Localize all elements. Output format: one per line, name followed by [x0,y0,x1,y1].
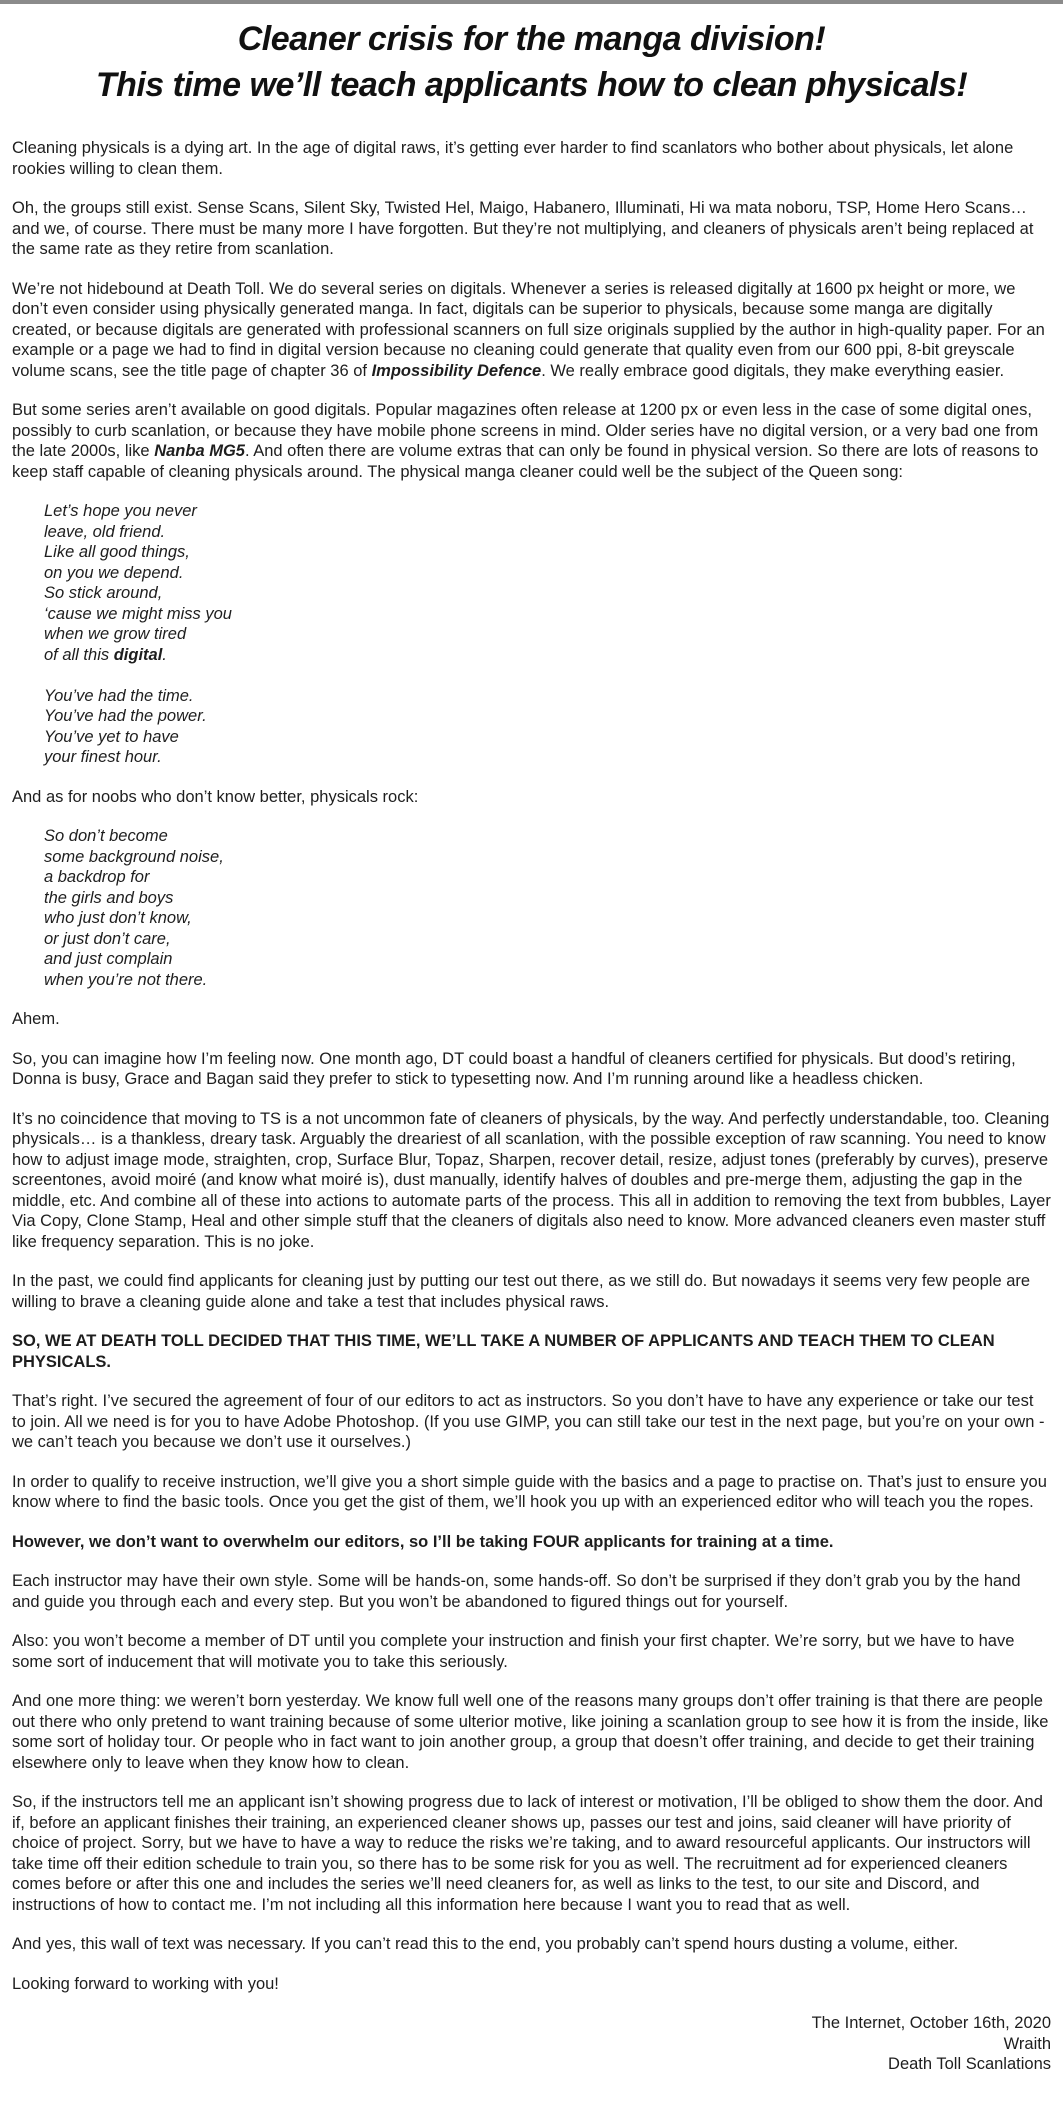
page-title [12,16,1051,108]
poem-word-digital: digital [113,645,163,664]
signature-date: The Internet, October 16th, 2020 [811,2014,1051,2032]
title-line-2: This time we’ll teach applicants how to clean physicals! [95,66,968,104]
poem-line: leave, old friend. [44,522,166,541]
stanza-gap [44,665,1051,686]
poem-line: Like all good things, [44,543,190,561]
paragraph-looking-forward: Looking forward to working with you! [12,1974,279,1993]
paragraph-membership: Also: you won’t become a member of DT until you complete your instruction and finish your first chapter. We’re sorry, but we have to have some sort of inducement that will motivate you to take this seriously. [12,1632,1015,1671]
poem-line-digital-pre: of all this [44,645,114,664]
series-title-nanba-mg5: Nanba MG5 [154,442,245,460]
paragraph-instructor-style: Each instructor may have their own style. Some will be hands-on, some hands-off. So don’t be surprised if they don’t grab you by the hand and guide you through each and every step. But you won’t be abandoned to figured things out for yourself. [12,1572,1021,1611]
paragraph-feeling-now: So, you can imagine how I’m feeling now. One month ago, DT could boast a handful of cleaners certified for physicals. But dood’s retiring, Donna is busy, Grace and Bagan said they prefer to stick to typesetting now. And I’m running around like a headless chicken. [12,1049,1016,1088]
poem-line: You’ve had the time. [44,686,194,705]
paragraph-some-series [12,400,1051,482]
poem-line: some background noise, [44,847,224,866]
paragraph-no-coincidence: It’s no coincidence that moving to TS is a not uncommon fate of cleaners of physicals, by the way. And perfectly understandable, too. Cleaning physicals… is a thankless, dreary task. Arguably the dreariest of all scanlation, with the possible exception of raw scanning. You need to know how to adjust image mode, straighten, crop, Surface Blur, Topaz, Sharpen, recover detail, resize, adjust tones (preferably by curves), preserve screentones, avoid moiré (and know what moiré is), dust manually, identify halves of doubles and pre-merge them, adjusting the gap in the middle, etc. And combine all of these into actions to automate parts of the process. This all in addition to removing the text from bubbles, Layer Via Copy, Clone Stamp, Heal and other simple stuff that the cleaners of digitals also need to know. More advanced cleaners even master stuff like frequency separation. This is no joke. [12,1109,1051,1251]
paragraph-four-applicants: However, we don’t want to overwhelm our editors, so I’ll be taking FOUR applicants for training at a time. [12,1532,834,1551]
poem-line: a backdrop for [44,868,150,886]
paragraph-wall-of-text: And yes, this wall of text was necessary. If you can’t read this to the end, you probably can’t spend hours dusting a volume, either. [12,1935,959,1953]
paragraph-in-the-past: In the past, we could find applicants for cleaning just by putting our test out there, as we still do. But nowadays it seems very few people are willing to brave a cleaning guide alone and take a test that includes physical raws. [12,1272,1031,1311]
paragraph-ahem: Ahem. [12,1010,60,1028]
paragraph-noobs-lead: And as for noobs who don’t know better, physicals rock: [12,787,419,806]
poem-line: You’ve yet to have [44,727,179,746]
paragraph-groups-exist: Oh, the groups still exist. Sense Scans, Silent Sky, Twisted Hel, Maigo, Habanero, Illuminati, Hi wa mata noboru, TSP, Home Hero Scans… and we, of course. There must be many more I have forgotten. But they’re not multiplying, and cleaners of physicals aren’t being replaced at the same rate as they retire from scanlation. [12,199,1034,258]
queen-song-quote-1 [44,501,1051,768]
queen-song-quote-2 [44,826,1051,990]
poem-line: who just don’t know, [44,909,192,927]
paragraph-thats-right: That’s right. I’ve secured the agreement of four of our editors to act as instructors. So you don’t have to have any experience or take our test to join. All we need is for you to have Adobe Photoshop. (If you use GIMP, you can still take our test in the next page, but you’re on your own - we can’t teach you because we don’t use it ourselves.) [12,1392,1045,1451]
signature-author: Wraith [1003,2034,1051,2053]
paragraph-not-hidebound-text: We’re not hidebound at Death Toll. We do several series on digitals. Whenever a series is released digitally at 1600 px height or more, we don’t even consider using physically generated manga. In fact, digitals can be superior to physicals, because some manga are digitally created, or because digitals are generated with professional scanners on full size originals supplied by the author in high-quality paper. For an example or a page we had to find in digital version because no cleaning could generate that quality even from our 600 ppi, 8-bit greyscale volume scans, see the title page of chapter 36 of [12,279,1045,380]
paragraph-one-more-thing: And one more thing: we weren’t born yesterday. We know full well one of the reasons many groups don’t offer training is that there are people out there who only pretend to want training because of some ulterior motive, like joining a scanlation group to see how it is from the inside, like some sort of holiday tour. Or people who in fact want to join another group, a group that doesn’t offer training, and decide to get their training elsewhere only to leave when they know how to clean. [12,1692,1049,1772]
poem-line: when you’re not there. [44,970,208,989]
paragraph-some-series-end: . And often there are volume extras that can only be found in physical version. So there are lots of reasons to keep staff capable of cleaning physicals around. The physical manga cleaner could well be the subject of the Queen song: [12,442,1039,481]
poem-line: So stick around, [44,584,163,602]
signature-block [12,2013,1051,2075]
paragraph-qualify: In order to qualify to receive instruction, we’ll give you a short simple guide with the basics and a page to practise on. That’s just to ensure you know where to find the basic tools. Once you get the gist of them, we’ll hook you up with an experienced editor who will teach you the ropes. [12,1472,1047,1511]
title-line-1: Cleaner crisis for the manga division! [237,20,826,58]
poem-line: when we grow tired [44,625,187,643]
poem-line: You’ve had the power. [44,707,207,725]
poem-line: So don’t become [44,827,168,845]
paragraph-risks: So, if the instructors tell me an applicant isn’t showing progress due to lack of interest or motivation, I’ll be obliged to show them the door. And if, before an applicant finishes their training, an experienced cleaner shows up, passes our test and joins, said cleaner will have priority of choice of project. Sorry, but we have to have a way to reduce the risks we’re taking, and to award resourceful applicants. Our instructors will take time off their edition schedule to train you, so there has to be some risk for you as well. The recruitment ad for experienced cleaners comes before or after this one and includes the series we’ll need cleaners for, as well as links to the test, to our site and Discord, and instructions of how to contact me. I’m not including all this information here because I want you to read that as well. [12,1793,1043,1914]
poem-line: the girls and boys [44,888,174,907]
signature-group: Death Toll Scanlations [888,2055,1051,2073]
document-body [0,4,1063,2101]
poem-line: your finest hour. [44,748,162,766]
poem-line-digital-post: . [162,645,167,664]
series-title-impossibility-defence: Impossibility Defence [371,361,542,380]
poem-line: on you we depend. [44,563,184,582]
poem-line: and just complain [44,950,173,968]
paragraph-announcement-caps: SO, WE AT DEATH TOLL DECIDED THAT THIS TIME, WE’LL TAKE A NUMBER OF APPLICANTS AND TEACH THEM TO CLEAN PHYSICALS. [12,1332,995,1371]
paragraph-not-hidebound-end: . We really embrace good digitals, they make everything easier. [541,361,1005,380]
poem-line: Let’s hope you never [44,502,197,520]
paragraph-not-hidebound [12,279,1051,382]
poem-line-digital [44,645,1051,666]
poem-line: or just don’t care, [44,929,171,948]
poem-line: ‘cause we might miss you [44,604,232,623]
paragraph-some-series-text: But some series aren’t available on good digitals. Popular magazines often release at 1200 px or even less in the case of some digital ones, possibly to curb scanlation, or because they have mobile phone screens in mind. Older series have no digital version, or a very bad one from the late 2000s, like [12,401,1039,460]
paragraph-dying-art: Cleaning physicals is a dying art. In the age of digital raws, it’s getting ever harder to find scanlators who bother about physicals, let alone rookies willing to clean them. [12,139,1014,178]
